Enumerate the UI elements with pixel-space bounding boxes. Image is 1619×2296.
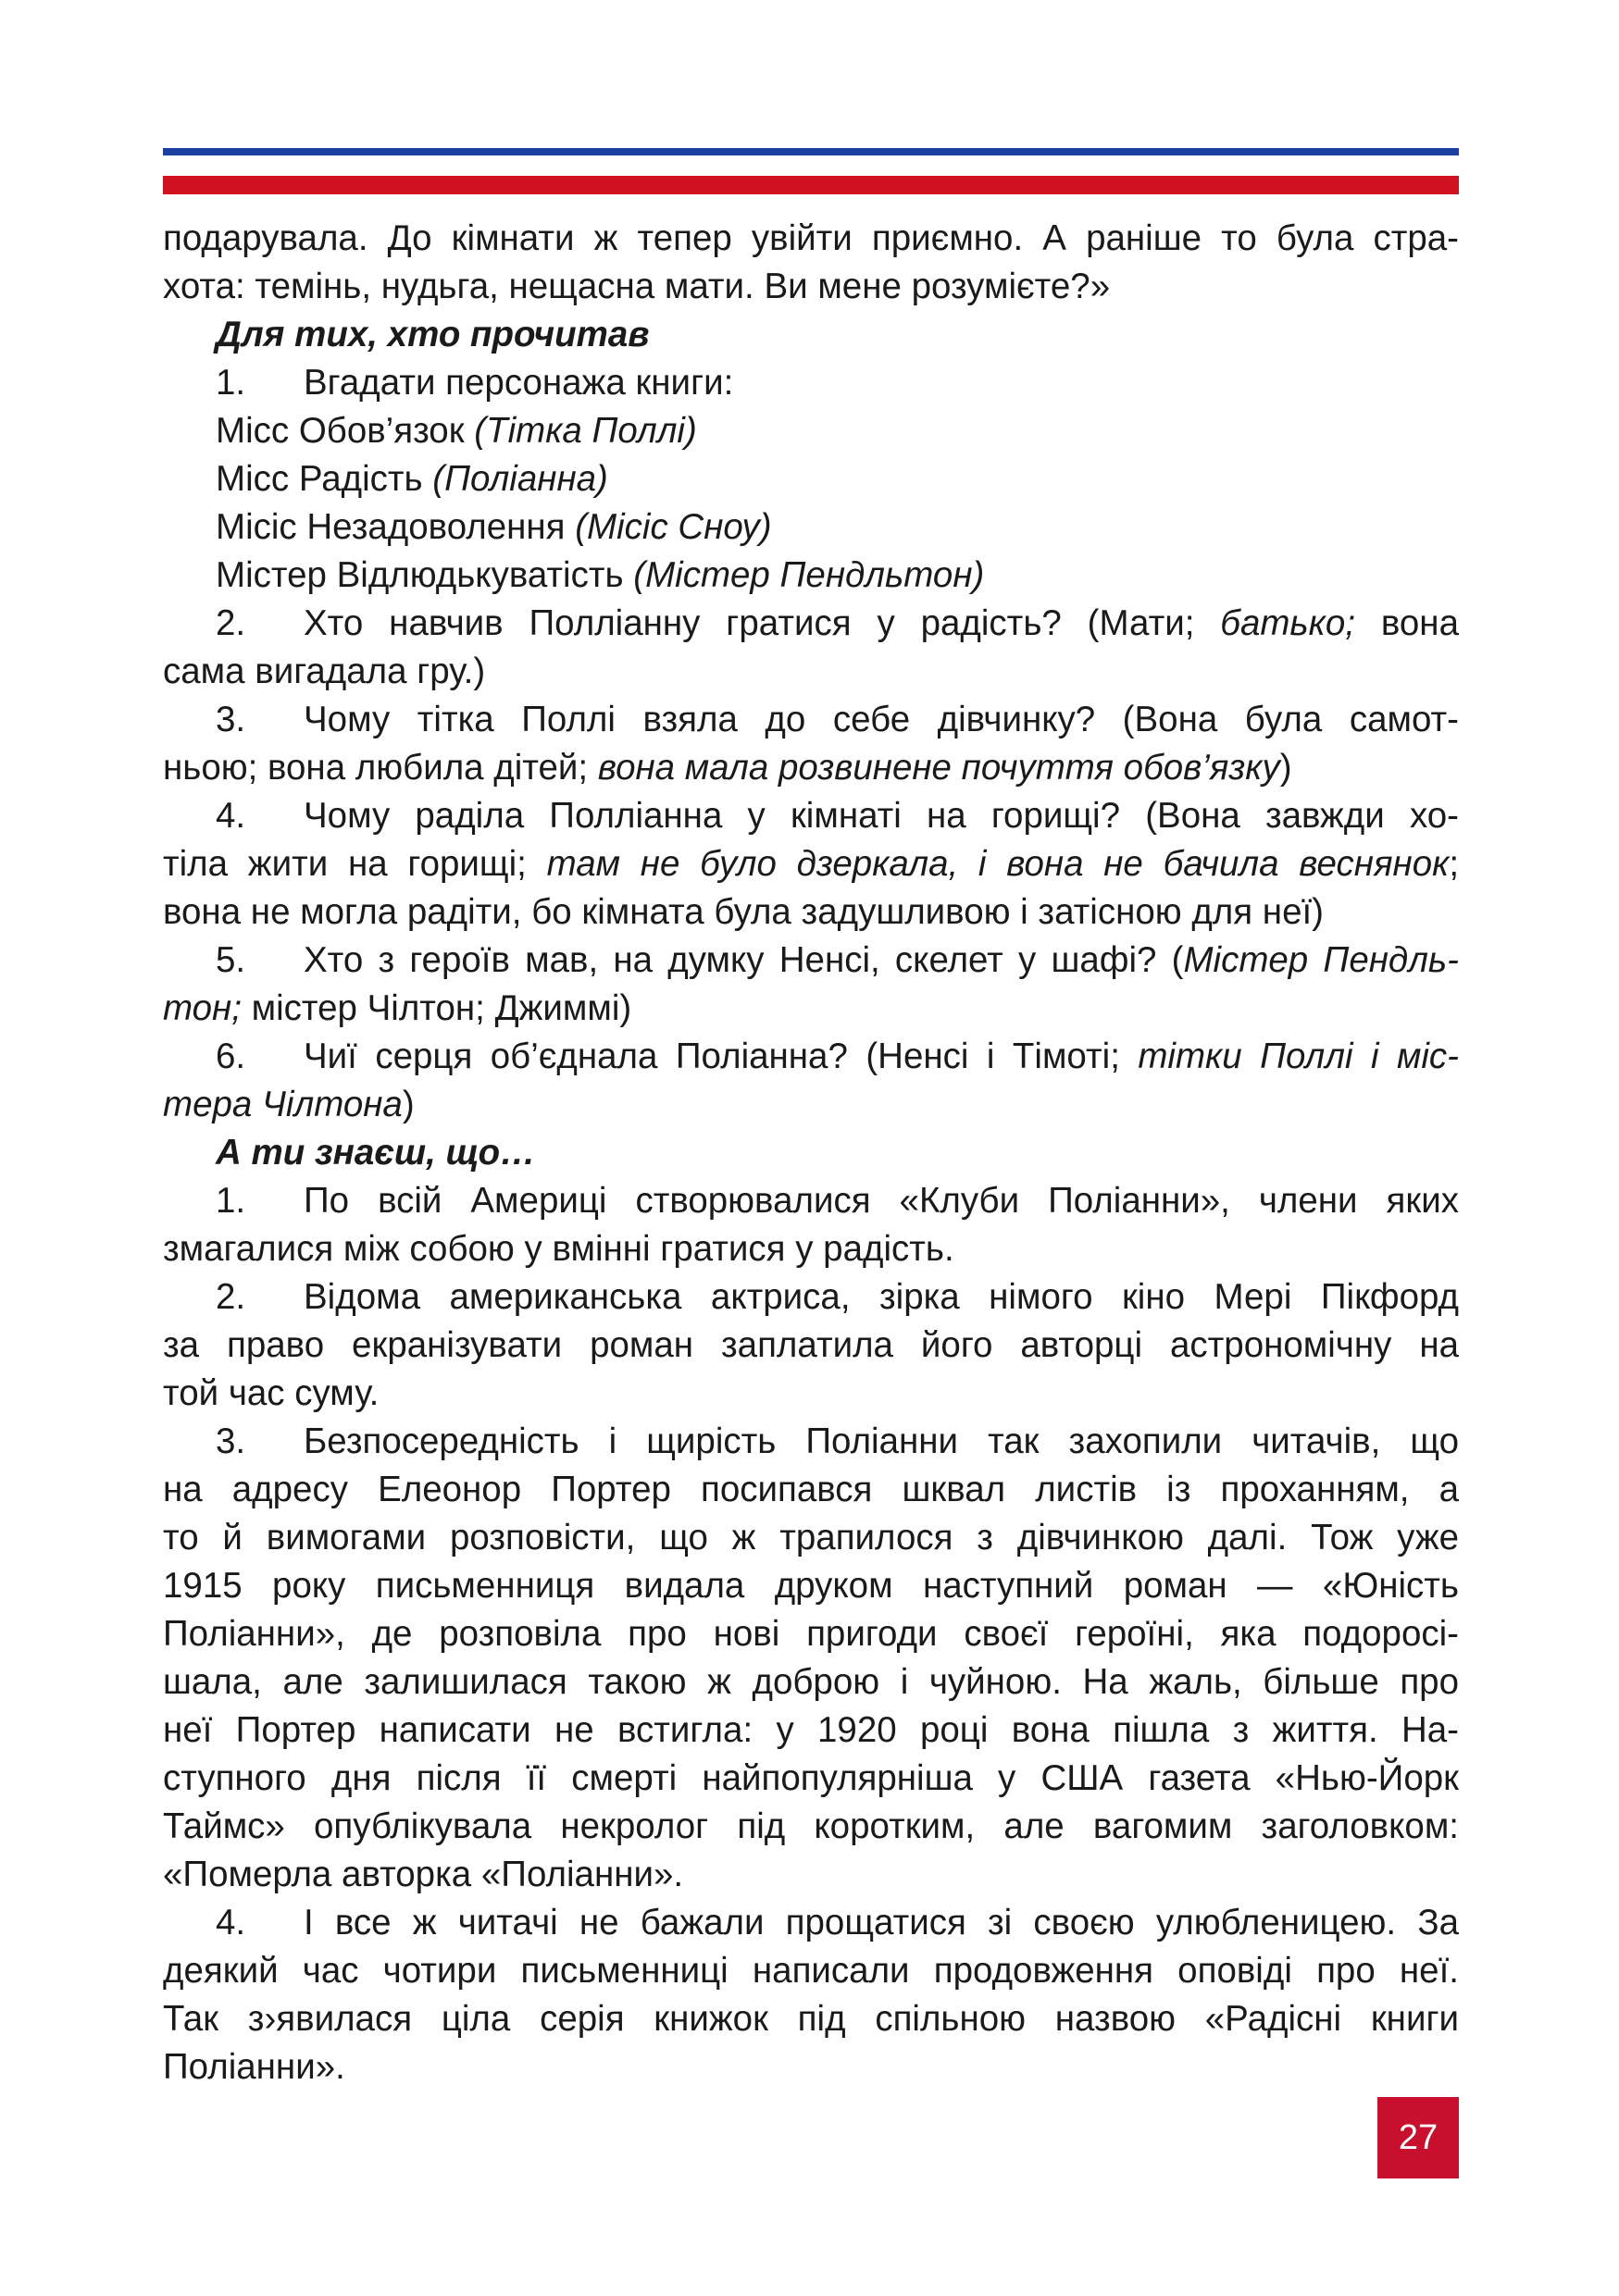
question-4 (163, 792, 1459, 937)
body-text: Поліанни», де розповіла про нові пригоди своєї героїні, яка подоросі- (163, 1614, 1459, 1654)
body-text: 6. (216, 1036, 246, 1076)
body-text: ; (1449, 844, 1460, 884)
body-text: змагалися між собою у вмінні гратися у радість. (163, 1229, 954, 1269)
body-text: 2. (216, 603, 246, 643)
body-text: містер Чілтон; Джиммі) (241, 988, 632, 1028)
question-6 (163, 1033, 1459, 1129)
body-text: тіла жити на горищі; (163, 844, 547, 884)
character-item (163, 503, 1459, 552)
character-item (163, 455, 1459, 503)
question-5 (163, 937, 1459, 1033)
body-text: 3. (216, 1421, 246, 1461)
italic-answer-text: (Містер Пендльтон) (633, 555, 985, 595)
italic-answer-text: вона мала розвинене почуття обов’язку (597, 748, 1280, 788)
body-text: 1. (216, 1181, 246, 1221)
italic-answer-text: тітки Поллі і міс- (1138, 1036, 1460, 1076)
question-1 (163, 359, 1459, 600)
body-text: Відома американська актриса, зірка німого кіно Мері Пікфорд (304, 1277, 1459, 1317)
body-text: Місс Радість (216, 459, 433, 499)
body-text: Безпосередність і щирість Поліанни так захопили читачів, що (304, 1421, 1459, 1461)
fact-2 (163, 1273, 1459, 1418)
fact-4 (163, 1899, 1459, 2091)
body-text: Поліанни». (163, 2047, 345, 2087)
body-text: Таймс» опублікувала некролог під коротким, але вагомим заголовком: (163, 1806, 1459, 1846)
body-text: сама вигадала гру.) (163, 652, 486, 691)
body-text: за право екранізувати роман заплатила його авторці астрономічну на (163, 1325, 1459, 1365)
section-heading-for-readers: Для тих, хто прочитав (216, 315, 650, 354)
italic-answer-text: там не було дзеркала, і вона не бачила веснянок (546, 844, 1450, 884)
body-text: «Померла авторка «Поліанни». (163, 1855, 684, 1894)
top-red-stripe (163, 176, 1459, 194)
question-2 (163, 600, 1459, 696)
question-number: 1. (216, 363, 246, 403)
question-3 (163, 696, 1459, 792)
body-text: 1915 року письменниця видала друком наступний роман — «Юність (163, 1566, 1459, 1606)
body-text: вона (1354, 603, 1459, 643)
body-text: на адресу Елеонор Портер посипався шквал листів із проханням, а (163, 1470, 1459, 1509)
section-heading-did-you-know: А ти знаєш, що… (216, 1133, 536, 1173)
question-text: Вгадати персонажа книги: (304, 363, 734, 403)
body-text: деякий час чотири письменниці написали продовження оповіді про неї. (163, 1951, 1459, 1991)
body-text: Так з›явилася ціла серія книжок під спільною назвою «Радісні книги (163, 1999, 1459, 2039)
body-text: 4. (216, 1903, 246, 1942)
italic-answer-text: (Поліанна) (432, 459, 608, 499)
italic-answer-text: тера Чілтона (163, 1085, 403, 1124)
character-item (163, 407, 1459, 455)
italic-answer-text: тон; (163, 988, 242, 1028)
body-text: шала, але залишилася такою ж доброю і чуйною. На жаль, більше про (163, 1662, 1459, 1702)
body-text: той час суму. (163, 1373, 380, 1413)
character-item (163, 552, 1459, 600)
body-text: ) (1279, 748, 1292, 788)
italic-answer-text: батько; (1220, 603, 1355, 643)
body-text: Місс Обов’язок (216, 411, 475, 451)
top-blue-stripe (163, 148, 1459, 155)
body-text: Чому тітка Поллі взяла до себе дівчинку? (Вона була самот- (304, 700, 1459, 739)
body-text: вона не могла радіти, бо кімната була задушливою і затісною для неї) (163, 892, 1324, 932)
body-text: ступного дня після її смерті найпопулярніша у США газета «Нью-Йорк (163, 1758, 1459, 1798)
body-text: Містер Відлюдькуватість (216, 555, 634, 595)
intro-paragraph (163, 215, 1459, 311)
body-text: Чому раділа Полліанна у кімнаті на горищі? (Вона завжди хо- (304, 796, 1459, 836)
italic-answer-text: (Тітка Поллі) (474, 411, 697, 451)
page-number: 27 (1398, 2117, 1438, 2157)
body-text: Місіс Незадоволення (216, 507, 576, 547)
body-text: ньою; вона любила дітей; (163, 748, 598, 788)
body-text: 4. (216, 796, 246, 836)
body-text: Чиї серця об’єднала Поліанна? (Ненсі і Тімоті; (304, 1036, 1139, 1076)
body-text: то й вимогами розповісти, що ж трапилося з дівчинкою далі. Тож уже (163, 1518, 1459, 1558)
body-text: І все ж читачі не бажали прощатися зі своєю улюбленицею. За (304, 1903, 1459, 1942)
page-number-badge (1377, 2097, 1459, 2178)
body-text: 3. (216, 700, 246, 739)
fact-3 (163, 1418, 1459, 1899)
body-text: подарувала. До кімнати ж тепер увійти приємно. А раніше то була стра- (163, 218, 1459, 258)
body-text: ) (402, 1085, 415, 1124)
body-text: Хто з героїв мав, на думку Ненсі, скелет у шафі? ( (304, 940, 1184, 980)
italic-answer-text: (Місіс Сноу) (575, 507, 772, 547)
body-text: неї Портер написати не встигла: у 1920 році вона пішла з життя. На- (163, 1710, 1459, 1750)
body-text: хота: темінь, нудьга, нещасна мати. Ви мене розумієте?» (163, 267, 1111, 306)
body-text: 2. (216, 1277, 246, 1317)
fact-1 (163, 1177, 1459, 1273)
body-text: Хто навчив Полліанну гратися у радість? (Мати; (304, 603, 1221, 643)
page-body (163, 215, 1459, 2091)
body-text: 5. (216, 940, 246, 980)
body-text: По всій Америці створювалися «Клуби Поліанни», члени яких (304, 1181, 1459, 1221)
italic-answer-text: Містер Пендль- (1183, 940, 1459, 980)
